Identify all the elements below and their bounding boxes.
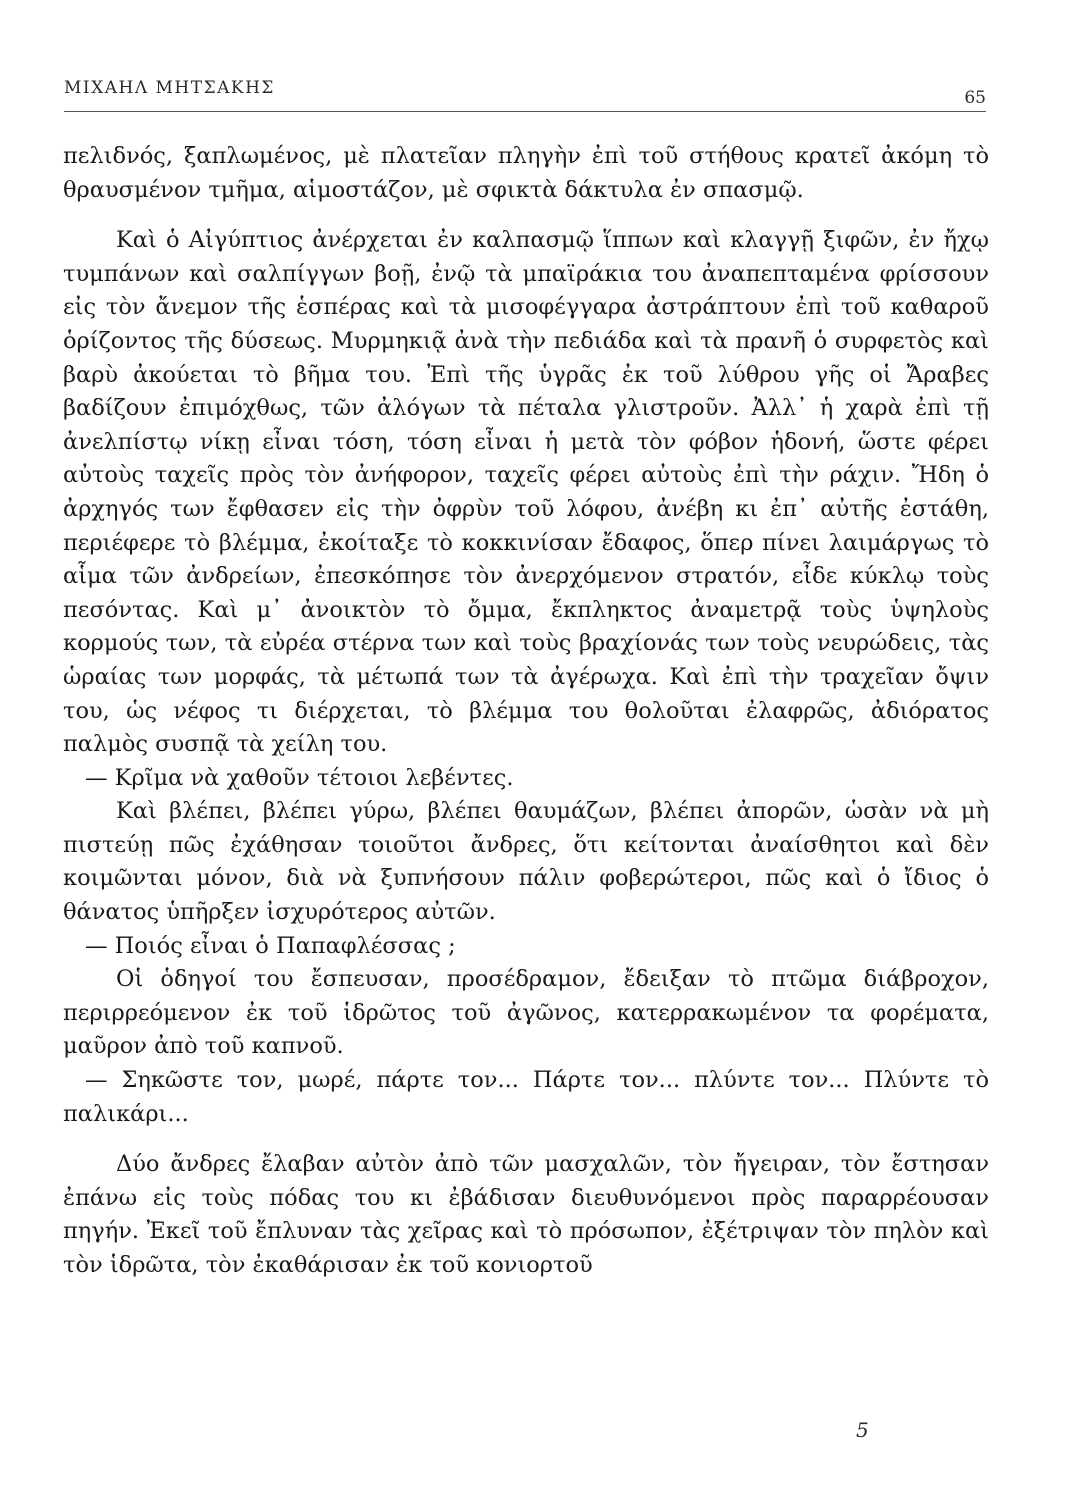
running-head-author: ΜΙΧΑΗΛ ΜΗΤΣΑΚΗΣ [64, 78, 275, 98]
signature-mark: 5 [856, 1418, 869, 1442]
header-rule [64, 111, 986, 112]
paragraph: Δύο ἄνδρες ἔλαβαν αὐτὸν ἀπὸ τῶν μασχαλῶν, τὸν ἤγειραν, τὸν ἔστησαν ἐπάνω εἰς τοὺς πόδας του κι ἐβάδισαν διευθυνόμενοι πρὸς παραρρέουσαν πηγήν. Ἐκεῖ τοῦ ἔπλυναν τὰς χεῖρας καὶ τὸ πρόσωπον, ἐξέτριψαν τὸν πηλὸν καὶ τὸν ἱδρῶτα, τὸν ἐκαθάρισαν ἐκ τοῦ κονιορτοῦ [63, 1151, 989, 1278]
paragraph: Καὶ ὁ Αἰγύπτιος ἀνέρχεται ἐν καλπασμῷ ἵππων καὶ κλαγγῇ ξιφῶν, ἐν ἤχῳ τυμπάνων καὶ σαλπίγγων βοῇ, ἐνῷ τὰ μπαϊράκια του ἀναπεπταμένα φρίσσουν εἰς τὸν ἄνεμον τῆς ἑσπέρας καὶ τὰ μισοφέγγαρα ἀστράπτουν ἐπὶ τοῦ καθαροῦ ὁρίζοντος τῆς δύσεως. Μυρμηκιᾷ ἀνὰ τὴν πεδιάδα καὶ τὰ πρανῆ ὁ συρφετὸς καὶ βαρὺ ἀκούεται τὸ βῆμα του. Ἐπὶ τῆς ὑγρᾶς ἐκ τοῦ λύθρου γῆς οἱ Ἄραβες βαδίζουν ἐπιμόχθως, τῶν ἀλόγων τὰ πέταλα γλιστροῦν. Ἀλλ᾽ ἡ χαρὰ ἐπὶ τῇ ἀνελπίστῳ νίκῃ εἶναι τόση, τόση εἶναι ἡ μετὰ τὸν φόβον ἡδονή, ὥστε φέρει αὐτοὺς ταχεῖς πρὸς τὸν ἀνήφορον, ταχεῖς φέρει αὐτοὺς ἐπὶ τὴν ράχιν. Ἤδη ὁ ἀρχηγός των ἔφθασεν εἰς τὴν ὀφρὺν τοῦ λόφου, ἀνέβη κι ἐπ᾽ αὐτῆς ἐστάθη, περιέφερε τὸ βλέμμα, ἐκοίταξε τὸ κοκκινίσαν ἔδαφος, ὅπερ πίνει λαιμάργως τὸ αἷμα τῶν ἀνδρείων, ἐπεσκόπησε τὸν ἀνερχόμενον στρατόν, εἶδε κύκλῳ τοὺς πεσόντας. Καὶ μ᾽ ἀνοικτὸν τὸ ὄμμα, ἔκπληκτος ἀναμετρᾷ τοὺς ὑψηλοὺς κορμούς των, τὰ εὐρέα στέρνα των καὶ τοὺς βραχίονάς των τοὺς νευρώδεις, τὰς ὡραίας των μορφάς, τὰ μέτωπά των τὰ ἀγέρωχα. Καὶ ἐπὶ τὴν τραχεῖαν ὄψιν του, ὡς νέφος τι διέρχεται, τὸ βλέμμα του θολοῦται ἐλαφρῶς, ἀδιόρατος παλμὸς συσπᾷ τὰ χείλη του. [63, 227, 989, 758]
body-text [63, 140, 989, 1283]
dialogue-line: — Ποιός εἶναι ὁ Παπαφλέσσας ; [85, 932, 456, 959]
dialogue-line: — Κρῖμα νὰ χαθοῦν τέτοιοι λεβέντες. [85, 764, 514, 791]
running-head [64, 78, 986, 110]
dialogue-line: — Σηκῶστε τον, μωρέ, πάρτε τον... Πάρτε τον... πλύντε τον... Πλύντε τὸ παλικάρι... [63, 1067, 989, 1127]
paragraph-continuation: πελιδνός, ξαπλωμένος, μὲ πλατεῖαν πληγὴν ἐπὶ τοῦ στήθους κρατεῖ ἀκόμη τὸ θραυσμένον τμῆμα, αἱμοστάζον, μὲ σφικτὰ δάκτυλα ἐν σπασμῷ. [63, 143, 989, 203]
page-number: 65 [964, 88, 986, 108]
paragraph: Οἱ ὁδηγοί του ἔσπευσαν, προσέδραμον, ἔδειξαν τὸ πτῶμα διάβροχον, περιρρεόμενον ἐκ τοῦ ἱδρῶτος τοῦ ἀγῶνος, κατερρακωμένον τα φορέματα, μαῦρον ἀπὸ τοῦ καπνοῦ. [63, 966, 989, 1060]
paragraph: Καὶ βλέπει, βλέπει γύρω, βλέπει θαυμάζων, βλέπει ἀπορῶν, ὡσὰν νὰ μὴ πιστεύῃ πῶς ἐχάθησαν τοιοῦτοι ἄνδρες, ὅτι κείτονται ἀναίσθητοι καὶ δὲν κοιμῶνται μόνον, διὰ νὰ ξυπνήσουν πάλιν φοβερώτεροι, πῶς καὶ ὁ ἴδιος ὁ θάνατος ὑπῆρξεν ἰσχυρότερος αὐτῶν. [63, 798, 989, 926]
